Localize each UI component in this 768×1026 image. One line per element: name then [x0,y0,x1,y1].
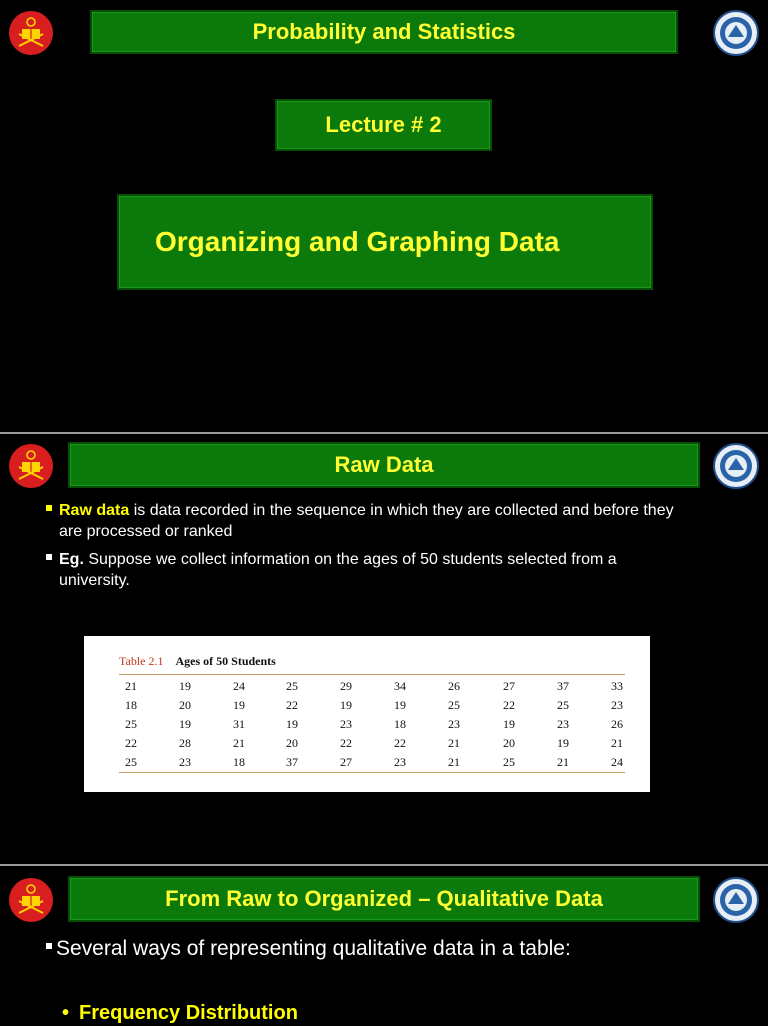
table-row [119,755,625,773]
table-cell: 19 [233,698,245,712]
bullet-ways [46,936,571,962]
bullet-raw-data-cont: are processed or ranked [59,523,233,540]
table-cell: 18 [125,698,137,712]
slide-3 [0,866,768,1024]
table-cell: 25 [557,698,569,712]
slide-1 [0,0,768,432]
table-cell: 25 [503,755,515,769]
slide-title-banner [68,876,700,922]
slide-title: Raw Data [334,452,434,477]
table-cell: 22 [340,736,352,750]
table-cell: 26 [611,717,623,731]
table-cell: 19 [503,717,515,731]
table-cell: 25 [125,755,137,769]
university-emblem-icon [8,877,54,923]
table-cell: 21 [611,736,623,750]
term-eg: Eg. [59,551,84,568]
bullet-icon [46,554,52,560]
table-cell: 21 [125,679,137,693]
table-number: Table 2.1 [119,654,164,668]
table-cell: 28 [179,736,191,750]
table-cell: 23 [340,717,352,731]
table-cell: 19 [394,698,406,712]
table-rule-top [119,674,625,675]
table-cell: 19 [557,736,569,750]
table-row [119,736,625,754]
topic-banner [117,194,653,290]
bullet-example-cont: university. [59,572,130,589]
table-cell: 23 [611,698,623,712]
bullet-raw-data [46,500,674,521]
table-cell: 19 [286,717,298,731]
bullet-icon [46,505,52,511]
table-cell: 19 [179,717,191,731]
table-cell: 20 [503,736,515,750]
dot-bullet-icon: • [62,1002,70,1024]
university-seal-icon [713,877,759,923]
table-cell: 20 [286,736,298,750]
table-cell: 18 [233,755,245,769]
university-emblem-icon [8,443,54,489]
university-seal-icon [713,10,759,56]
lecture-banner [275,99,492,151]
bullet-text: is data recorded in the sequence in which they are collected and before they [129,502,674,519]
table-cell: 27 [340,755,352,769]
table-cell: 21 [557,755,569,769]
table-cell: 26 [448,679,460,693]
table-cell: 19 [179,679,191,693]
sub-bullet-text: Frequency Distribution [79,1002,298,1024]
bullet-text: Several ways of representing qualitative data in a table: [56,937,571,960]
table-cell: 23 [557,717,569,731]
table-cell: 37 [557,679,569,693]
table-cell: 23 [448,717,460,731]
table-cell: 20 [179,698,191,712]
course-title-banner [90,10,678,54]
table-cell: 22 [125,736,137,750]
table-cell: 23 [179,755,191,769]
table-cell: 22 [286,698,298,712]
bullet-example [46,549,617,570]
table-cell: 19 [340,698,352,712]
table-cell: 33 [611,679,623,693]
table-cell: 27 [503,679,515,693]
table-cell: 21 [448,755,460,769]
table-title: Ages of 50 Students [175,654,276,668]
term-raw-data: Raw data [59,502,130,519]
table-cell: 29 [340,679,352,693]
slide-2 [0,434,768,864]
ages-table [84,636,650,792]
bullet-icon [46,943,52,949]
table-cell: 37 [286,755,298,769]
table-cell: 25 [448,698,460,712]
lecture-label: Lecture # 2 [325,112,442,137]
table-cell: 22 [503,698,515,712]
slide-title-banner [68,442,700,488]
table-cell: 23 [394,755,406,769]
topic-title: Organizing and Graphing Data [155,226,560,257]
table-cell: 22 [394,736,406,750]
table-row [119,717,625,735]
table-cell: 31 [233,717,245,731]
table-cell: 18 [394,717,406,731]
course-title: Probability and Statistics [252,19,516,44]
bullet-text: Suppose we collect information on the ages of 50 students selected from a [83,551,617,568]
table-row [119,679,625,697]
table-cell: 25 [286,679,298,693]
table-caption [119,654,276,669]
table-cell: 34 [394,679,406,693]
table-cell: 25 [125,717,137,731]
university-emblem-icon [8,10,54,56]
table-cell: 21 [233,736,245,750]
table-cell: 21 [448,736,460,750]
table-row [119,698,625,716]
table-cell: 24 [611,755,623,769]
table-cell: 24 [233,679,245,693]
slide-title: From Raw to Organized – Qualitative Data [165,886,603,911]
university-seal-icon [713,443,759,489]
table-rule-bottom [119,772,625,773]
sub-bullet-frequency [62,1000,298,1026]
